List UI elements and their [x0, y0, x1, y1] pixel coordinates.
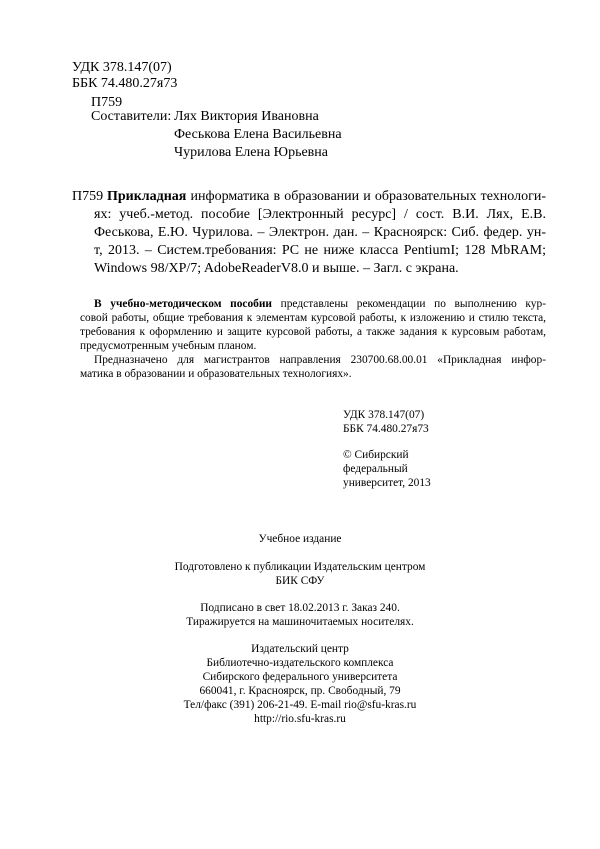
citation-line-1 — [107, 189, 546, 205]
copyright-line-1: © Сибирский — [343, 449, 409, 461]
prepared-line-1: Подготовлено к публикации Издательским центром — [174, 561, 426, 573]
citation-line-2: ях: учеб.-метод. пособие [Электронный ресурс] / сост. В.И. Лях, Е.В. — [94, 207, 546, 222]
signed-line-2: Тиражируется на машиночитаемых носителях. — [186, 616, 414, 628]
copyright-line-3: университет, 2013 — [343, 477, 431, 489]
udk-header: УДК 378.147(07) — [72, 60, 172, 75]
citation-line-3: Феськова, Е.Ю. Чурилова. – Электрон. дан. – Красноярск: Сиб. федер. ун- — [94, 225, 546, 240]
prepared-line-2: БИК СФУ — [275, 575, 325, 587]
abstract-line-1 — [94, 297, 546, 311]
compiler-3: Чурилова Елена Юрьевна — [174, 145, 328, 160]
abstract-line-5: Предназначено для магистрантов направления 230700.68.00.01 «Прикладная инфор- — [94, 354, 546, 366]
abstract-bold-lead: В учебно-методическом пособии — [94, 298, 272, 310]
citation-line-5: Windows 98/XP/7; AdobeReaderV8.0 и выше. – Загл. с экрана. — [94, 261, 459, 276]
publisher-website: http://rio.sfu-kras.ru — [254, 713, 346, 725]
signed-line-1: Подписано в свет 18.02.2013 г. Заказ 240. — [200, 602, 400, 614]
abstract-line-4: предусмотренным учебным планом. — [80, 340, 257, 352]
edition-type: Учебное издание — [258, 533, 342, 545]
compiler-2: Феськова Елена Васильевна — [174, 127, 342, 142]
publisher-line-2: Библиотечно-издательского комплекса — [206, 657, 394, 669]
udk-footer: УДК 378.147(07) — [343, 409, 425, 421]
publisher-line-1: Издательский центр — [251, 643, 349, 655]
publisher-line-3: Сибирского федерального университета — [202, 671, 398, 683]
author-code: П759 — [91, 95, 123, 110]
citation-code: П759 — [72, 189, 104, 204]
bbk-footer: ББК 74.480.27я73 — [343, 423, 429, 435]
compilers-label: Составители: — [91, 109, 172, 124]
abstract-line-1-rest: представлены рекомендации по выполнению кур- — [280, 298, 546, 310]
abstract-line-3: требования к оформлению и защите курсовой работы, а также задания к курсовым работам, — [80, 326, 546, 338]
citation-title-bold: Прикладная — [107, 189, 187, 204]
copyright-line-2: федеральный — [343, 463, 408, 475]
publisher-address: 660041, г. Красноярск, пр. Свободный, 79 — [199, 685, 401, 697]
abstract-line-2: совой работы, общие требования к элементам курсовой работы, к изложению и стилю текста, — [80, 312, 546, 324]
citation-line-1-rest: информатика в образовании и образовательных технологи- — [190, 189, 546, 204]
abstract-line-6: матика в образовании и образовательных технологиях». — [80, 368, 352, 380]
citation-line-4: т, 2013. – Систем.требования: PC не ниже класса PentiumI; 128 MbRAM; — [94, 243, 546, 258]
compiler-1: Лях Виктория Ивановна — [174, 109, 319, 124]
publisher-contacts: Тел/факс (391) 206-21-49. E-mail rio@sfu-kras.ru — [183, 699, 417, 711]
bbk-header: ББК 74.480.27я73 — [72, 76, 178, 91]
